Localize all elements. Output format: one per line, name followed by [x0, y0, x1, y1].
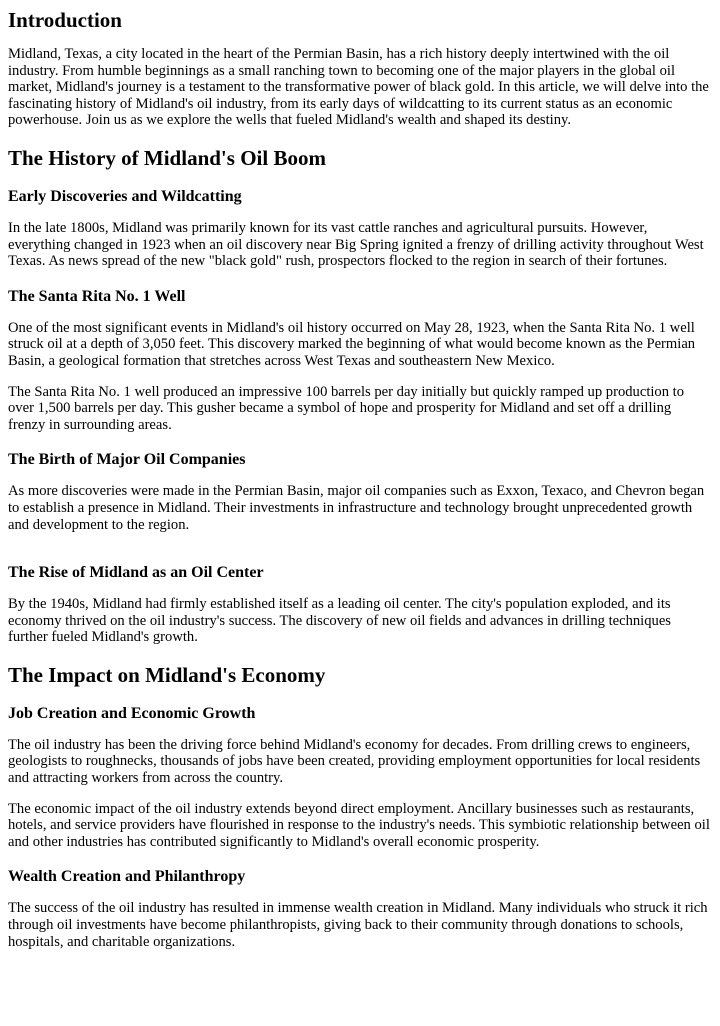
oil-companies-paragraph: As more discoveries were made in the Permian Basin, major oil companies such as Exxon, Texaco, and Chevron began to establish a presence in Midland. Their investments in infrastructure and technology brought unprecedented growth and development to the region.: [8, 483, 705, 533]
job-creation-heading: Job Creation and Economic Growth: [8, 704, 256, 722]
job-creation-paragraph-1: The oil industry has been the driving force behind Midland's economy for decades. From drilling crews to engineers, geologists to roughnecks, thousands of jobs have been created, providing employment opportunities for local residents and attracting workers from across the country.: [8, 736, 701, 787]
early-discoveries-paragraph: In the late 1800s, Midland was primarily known for its vast cattle ranches and agricultural pursuits. However, everything changed in 1923 when an oil discovery near Big Spring ignited a frenzy of drilling activity throughout West Texas. As news spread of the new "black gold" rush, prospectors flocked to the region in search of their fortunes.: [8, 219, 704, 270]
oil-companies-heading: The Birth of Major Oil Companies: [8, 451, 246, 469]
early-discoveries-heading: Early Discoveries and Wildcatting: [8, 187, 242, 205]
wealth-creation-paragraph: The success of the oil industry has resulted in immense wealth creation in Midland. Many individuals who struck it rich through oil investments have become philanthropists, giving back to their community through donations to schools, hospitals, and charitable organizations.: [8, 900, 708, 950]
introduction-heading: Introduction: [8, 8, 122, 32]
history-section-heading: The History of Midland's Oil Boom: [8, 145, 326, 170]
santa-rita-paragraph-2: The Santa Rita No. 1 well produced an impressive 100 barrels per day initially but quickly ramped up production to over 1,500 barrels per day. This gusher became a symbol of hope and prosperity for Midland and set off a drilling frenzy in surrounding areas.: [8, 383, 685, 433]
santa-rita-paragraph-1: One of the most significant events in Midland's oil history occurred on May 28, 1923, when the Santa Rita No. 1 well struck oil at a depth of 3,050 feet. This discovery marked the beginning of what would become known as the Permian Basin, a geological formation that stretches across West Texas and southeastern New Mexico.: [8, 319, 696, 369]
introduction-paragraph: Midland, Texas, a city located in the heart of the Permian Basin, has a rich history deeply intertwined with the oil industry. From humble beginnings as a small ranching town to becoming one of the major players in the global oil market, Midland's journey is a testament to the transformative power of black gold. In this article, we will delve into the fascinating history of Midland's oil industry, from its early days of wildcatting to its current status as an economic powerhouse. Join us as we explore the wells that fueled Midland's wealth and shaped its destiny.: [8, 46, 709, 129]
economy-section-heading: The Impact on Midland's Economy: [8, 662, 326, 687]
wealth-creation-heading: Wealth Creation and Philanthropy: [8, 868, 246, 886]
oil-center-paragraph: By the 1940s, Midland had firmly established itself as a leading oil center. The city's population exploded, and its economy thrived on the oil industry's success. The discovery of new oil fields and advances in drilling techniques further fueled Midland's growth.: [8, 596, 671, 646]
job-creation-paragraph-2: The economic impact of the oil industry extends beyond direct employment. Ancillary businesses such as restaurants, hotels, and service providers have flourished in response to the industry's needs. This symbiotic relationship between oil and other industries has contributed significantly to Midland's overall economic prosperity.: [8, 800, 710, 850]
article: [0, 8, 720, 950]
santa-rita-heading: The Santa Rita No. 1 Well: [8, 287, 186, 305]
oil-center-heading: The Rise of Midland as an Oil Center: [8, 564, 264, 582]
